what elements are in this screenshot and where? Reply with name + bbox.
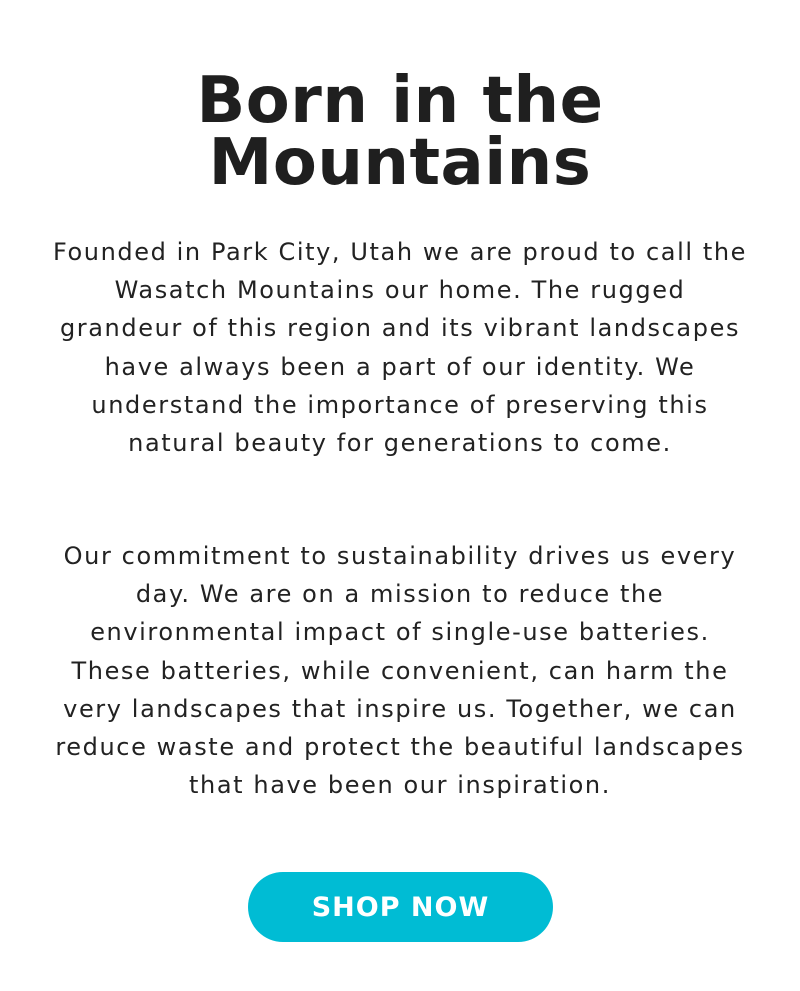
title-line-2: Mountains (208, 126, 592, 200)
shop-now-button[interactable]: SHOP NOW (248, 872, 553, 942)
sustainability-paragraph: Our commitment to sustainability drives us every day. We are on a mission to reduce the environmental impact of single-use batteries. These batteries, while convenient, can harm the very landscapes that inspire us. Together, we can reduce waste and protect the beautiful landscapes that have been our inspiration. (55, 542, 745, 800)
page-title (0, 64, 800, 200)
title-line-1: Born in the (196, 64, 604, 138)
intro-paragraph: Founded in Park City, Utah we are proud to call the Wasatch Mountains our home. The rugged grandeur of this region and its vibrant landscapes have always been a part of our identity. We understand the importance of preserving this natural beauty for generations to come. (52, 238, 748, 458)
